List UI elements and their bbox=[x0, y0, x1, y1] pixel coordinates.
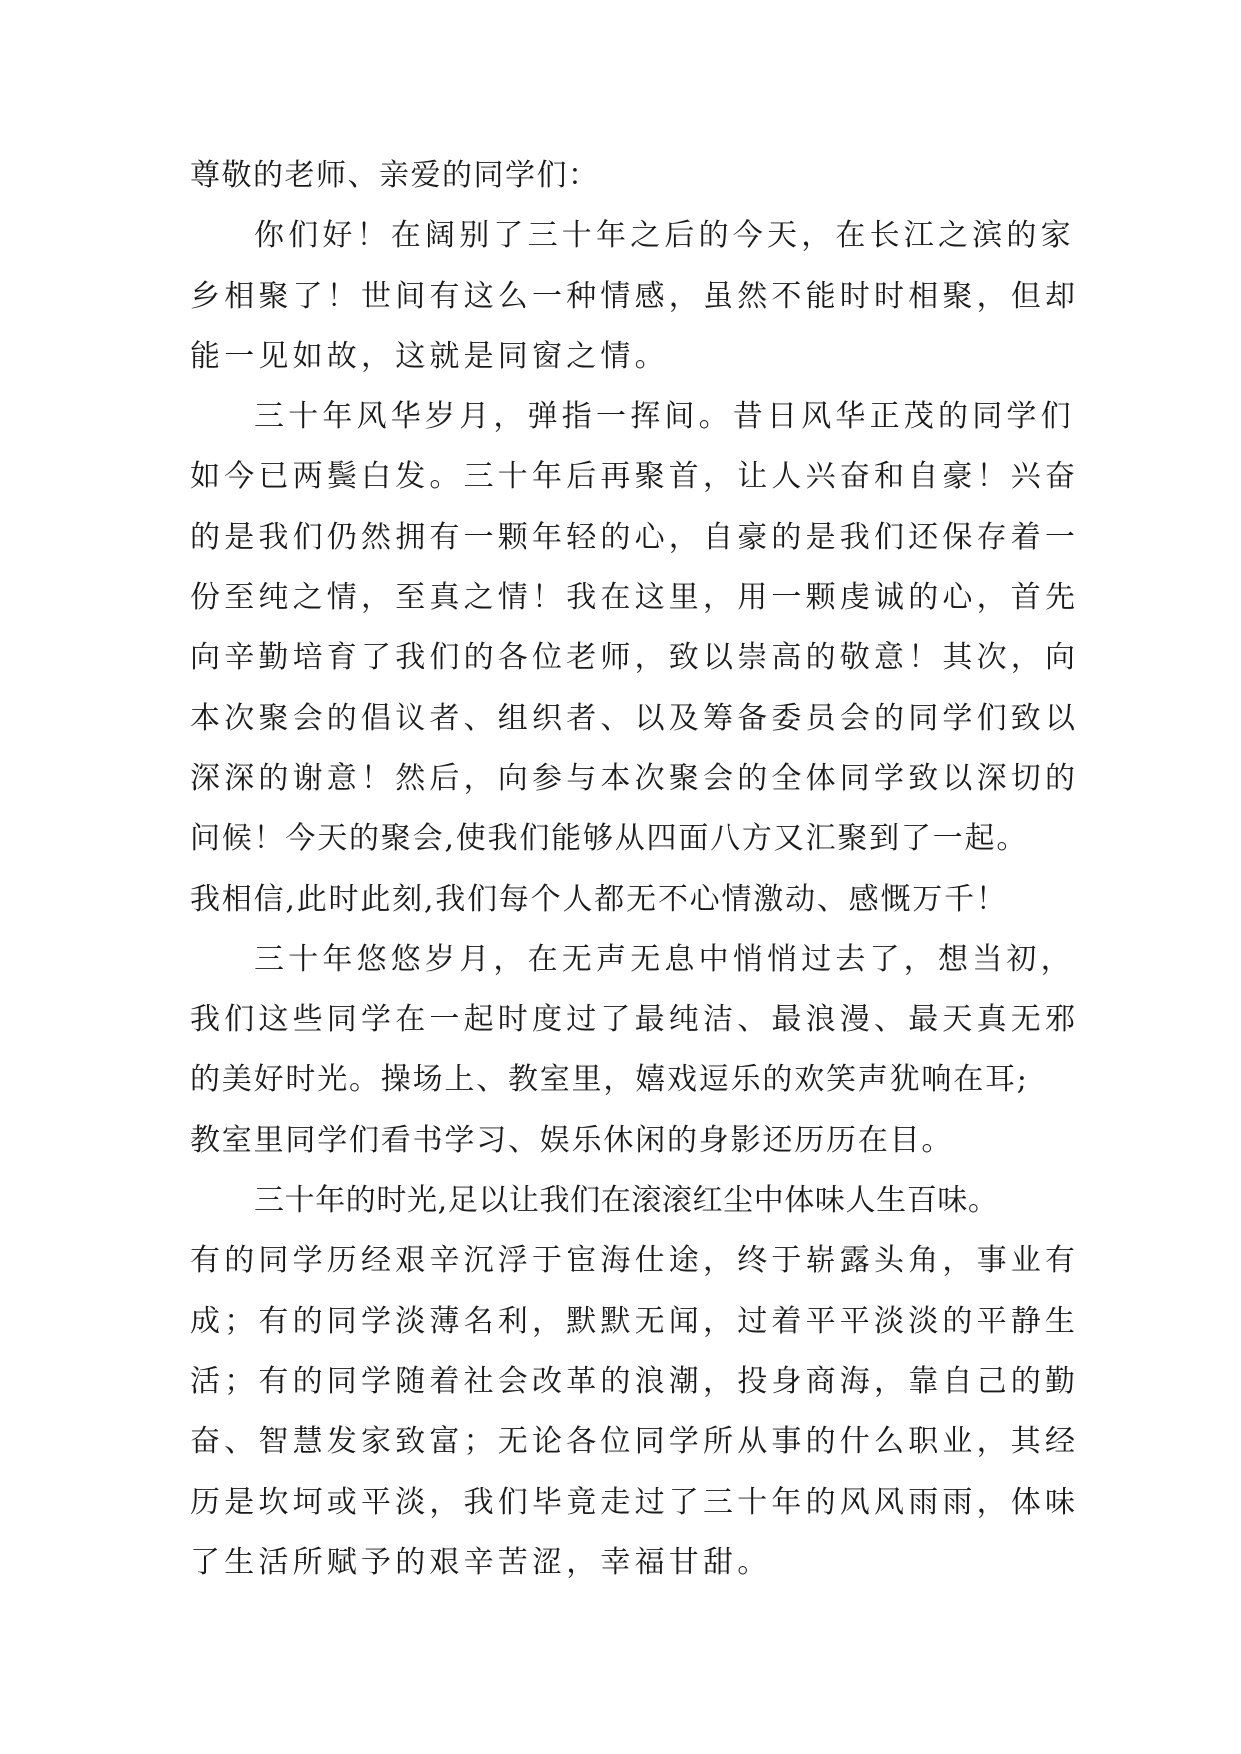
paragraph-line: 三十年的时光,足以让我们在滚滚红尘中体味人生百味。 bbox=[254, 1183, 999, 1219]
paragraph-line: 如今已两鬓白发。三十年后再聚首，让人兴奋和自豪！兴奋 bbox=[190, 459, 1080, 495]
paragraph-line: 的美好时光。操场上、教室里，嬉戏逗乐的欢笑声犹响在耳; bbox=[190, 1062, 1029, 1098]
paragraph-line: 历是坎坷或平淡，我们毕竟走过了三十年的风风雨雨，体味 bbox=[190, 1484, 1080, 1520]
paragraph-line: 活；有的同学随着社会改革的浪潮，投身商海，靠自己的勤 bbox=[190, 1363, 1080, 1399]
paragraph-line: 有的同学历经艰辛沉浮于宦海仕途，终于崭露头角，事业有 bbox=[190, 1243, 1080, 1279]
salutation-line: 尊敬的老师、亲爱的同学们： bbox=[190, 158, 600, 193]
paragraph-line: 教室里同学们看书学习、娱乐休闲的身影还历历在目。 bbox=[190, 1122, 954, 1158]
document-body bbox=[190, 146, 1080, 1593]
paragraph-line: 本次聚会的倡议者、组织者、以及筹备委员会的同学们致以 bbox=[190, 700, 1080, 736]
paragraph-line: 乡相聚了！世间有这么一种情感，虽然不能时时相聚，但却 bbox=[190, 278, 1080, 314]
paragraph-line: 问候！今天的聚会,使我们能够从四面八方又汇聚到了一起。 bbox=[190, 821, 1029, 857]
paragraph-line: 的是我们仍然拥有一颗年轻的心，自豪的是我们还保存着一 bbox=[190, 519, 1080, 555]
paragraph-line: 三十年风华岁月，弹指一挥间。昔日风华正茂的同学们 bbox=[254, 399, 1075, 435]
paragraph-line: 向辛勤培育了我们的各位老师，致以崇高的敬意！其次，向 bbox=[190, 640, 1080, 676]
paragraph-line: 我相信,此时此刻,我们每个人都无不心情激动、感慨万千！ bbox=[190, 881, 1008, 917]
paragraph-line: 成；有的同学淡薄名利，默默无闻，过着平平淡淡的平静生 bbox=[190, 1303, 1080, 1339]
paragraph-line: 份至纯之情，至真之情！我在这里，用一颗虔诚的心，首先 bbox=[190, 580, 1080, 616]
paragraph-line: 三十年悠悠岁月，在无声无息中悄悄过去了，想当初， bbox=[254, 941, 1075, 977]
paragraph-line: 奋、智慧发家致富；无论各位同学所从事的什么职业，其经 bbox=[190, 1424, 1080, 1460]
paragraph-line: 深深的谢意！然后，向参与本次聚会的全体同学致以深切的 bbox=[190, 760, 1080, 796]
paragraph-line: 你们好！在阔别了三十年之后的今天，在长江之滨的家 bbox=[254, 218, 1075, 254]
paragraph-line: 能一见如故，这就是同窗之情。 bbox=[190, 338, 669, 374]
paragraph-line: 我们这些同学在一起时度过了最纯洁、最浪漫、最天真无邪 bbox=[190, 1002, 1080, 1038]
paragraph-line: 了生活所赋予的艰辛苦涩，幸福甘甜。 bbox=[190, 1544, 772, 1580]
